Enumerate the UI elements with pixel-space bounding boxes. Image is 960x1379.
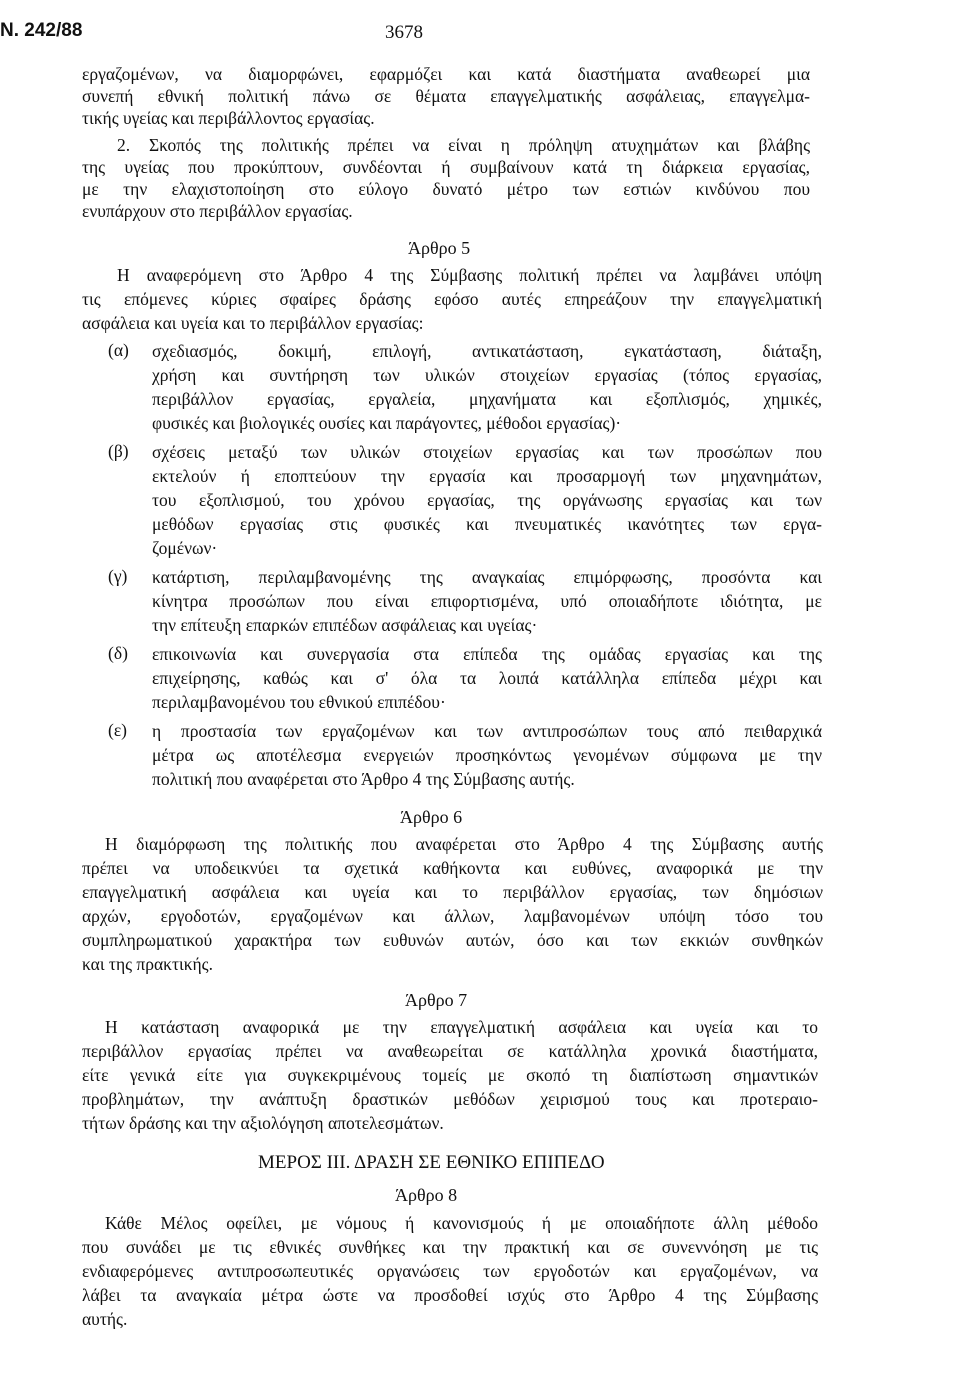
item-a-line: φυσικές και βιολογικές ουσίες και παράγοντες, μέθοδοι εργασίας)· [152, 413, 622, 433]
item-c-line: κίνητρα προσώπων που είναι επιφορτισμένα, υπό οποιαδήποτε ιδιότητα, με [152, 591, 822, 611]
item-c-line: την επίτευξη επαρκών επιπέδων ασφάλειας και υγείας· [152, 615, 538, 635]
article5-intro-line: Η αναφερόμενη στο Άρθρο 4 της Σύμβασης πολιτική πρέπει να λαμβάνει υπόψη [117, 265, 822, 285]
item-d-line: περιλαμβανομένου του εθνικού επιπέδου· [152, 692, 446, 712]
article7-line: περιβάλλον εργασίας πρέπει να αναθεωρείται σε κατάλληλα χρονικά διαστήματα, [82, 1041, 818, 1061]
item-b-line: ζομένων· [152, 538, 218, 558]
item-c-line: κατάρτιση, περιλαμβανομένης της αναγκαίας επιμόρφωσης, προσόντα και [152, 567, 822, 587]
para2-line: με την ελαχιστοποίηση στο εύλογο δυνατό μέτρο των εστιών κινδύνου που [82, 179, 810, 199]
item-a-line: χρήση και συντήρηση των υλικών στοιχείων εργασίας (τόπος εργασίας, [152, 365, 822, 385]
article7-line: Η κατάσταση αναφορικά με την επαγγελματική ασφάλεια και υγεία και το [105, 1017, 818, 1037]
item-e-line: πολιτική που αναφέρεται στο Άρθρο 4 της Σύμβασης αυτής. [152, 769, 575, 789]
item-d-line: επικοινωνία και συνεργασία στα επίπεδα της ομάδας εργασίας και της [152, 644, 822, 664]
item-b-line: σχέσεις μεταξύ των υλικών στοιχείων εργασίας και των προσώπων που [152, 442, 822, 462]
article8-line: αυτής. [82, 1309, 128, 1329]
item-b-line: του εξοπλισμού, του χρόνου εργασίας, της οργάνωσης εργασίας και των [152, 490, 822, 510]
article6-line: και της πρακτικής. [82, 954, 213, 974]
article6-line: Η διαμόρφωση της πολιτικής που αναφέρεται στο Άρθρο 4 της Σύμβασης αυτής [105, 834, 823, 854]
article7-line: προβλημάτων, την ανάπτυξη δραστικών μεθόδων χειρισμού τους και προτεραιο- [82, 1089, 818, 1109]
gazette-issue: Ν. 242/88 [0, 20, 83, 41]
article8-line: λάβει τα αναγκαία μέτρα ώστε να προσδοθεί ισχύς στο Άρθρο 4 της Σύμβασης [82, 1285, 818, 1305]
article5-intro-line: ασφάλεια και υγεία και το περιβάλλον εργασίας: [82, 313, 424, 333]
item-b-line: μεθόδων εργασίας στις φυσικές και πνευματικές ικανότητες των εργα- [152, 514, 822, 534]
item-b-line: εκτελούν ή εποπτεύουν την εργασία και προσαρμογή των μηχανημάτων, [152, 466, 822, 486]
list-marker-d: (δ) [108, 643, 128, 663]
article-7-heading: Άρθρο 7 [405, 990, 468, 1010]
para2-line: 2. Σκοπός της πολιτικής πρέπει να είναι η πρόληψη ατυχημάτων και βλάβης [117, 135, 810, 155]
list-marker-a: (α) [108, 340, 129, 360]
item-e-line: μέτρα ως αποτέλεσμα ενεργειών προσηκόντως γενομένων σύμφωνα με την [152, 745, 822, 765]
article6-line: επαγγελματική ασφάλεια και υγεία και το περιβάλλον εργασίας, των δημόσιων [82, 882, 823, 902]
article8-line: Κάθε Μέλος οφείλει, με νόμους ή κανονισμούς ή με οποιαδήποτε άλλη μέθοδο [105, 1213, 818, 1233]
page-number: 3678 [385, 22, 423, 43]
article6-line: πρέπει να υποδεικνύει τα σχετικά καθήκοντα και ευθύνες, αναφορικά με την [82, 858, 823, 878]
intro-line: τικής υγείας και περιβάλλοντος εργασίας. [82, 108, 375, 128]
article8-line: ενδιαφερόμενες αντιπροσωπευτικές οργανώσεις των εργοδοτών και εργαζομένων, να [82, 1261, 818, 1281]
article7-line: τήτων δράσης και την αξιολόγηση αποτελεσμάτων. [82, 1113, 444, 1133]
part-3-title: ΜΕΡΟΣ ΙΙΙ. ΔΡΑΣΗ ΣΕ ΕΘΝΙΚΟ ΕΠΙΠΕΔΟ [258, 1152, 605, 1173]
article-5-heading: Άρθρο 5 [408, 238, 471, 258]
article6-line: αρχών, εργοδοτών, εργαζομένων και άλλων, λαμβανομένων υπόψη τόσο του [82, 906, 823, 926]
item-a-line: περιβάλλον εργασίας, εργαλεία, μηχανήματα και εξοπλισμός, χημικές, [152, 389, 822, 409]
item-d-line: επιχείρησης, καθώς και σ' όλα τα λοιπά κατάλληλα επίπεδα μέχρι και [152, 668, 822, 688]
intro-line: εργαζομένων, να διαμορφώνει, εφαρμόζει και κατά διαστήματα αναθεωρεί μια [82, 64, 810, 84]
article-8-heading: Άρθρο 8 [395, 1185, 458, 1205]
article7-line: είτε γενικά είτε για συγκεκριμένους τομείς με σκοπό τη διαπίστωση σημαντικών [82, 1065, 818, 1085]
article-6-heading: Άρθρο 6 [400, 807, 463, 827]
item-a-line: σχεδιασμός, δοκιμή, επιλογή, αντικατάσταση, εγκατάσταση, διάταξη, [152, 341, 822, 361]
list-marker-b: (β) [108, 441, 129, 461]
para2-line: της υγείας που προκύπτουν, συνδέονται ή συμβαίνουν κατά τη διάρκεια εργασίας, [82, 157, 810, 177]
item-e-line: η προστασία των εργαζομένων και των αντιπροσώπων τους από πειθαρχικά [152, 721, 822, 741]
page-header [0, 10, 960, 50]
para2-line: ενυπάρχουν στο περιβάλλον εργασίας. [82, 201, 353, 221]
article5-intro-line: τις επόμενες κύριες σφαίρες δράσης εφόσο αυτές επηρεάζουν την επαγγελματική [82, 289, 822, 309]
intro-line: συνεπή εθνική πολιτική πάνω σε θέματα επαγγελματικής ασφάλειας, επαγγελμα- [82, 86, 810, 106]
article8-line: που συνάδει με τις εθνικές συνθήκες και την πρακτική και σε συνεννόηση με τις [82, 1237, 818, 1257]
list-marker-e: (ε) [108, 720, 128, 740]
article6-line: συμπληρωματικού χαρακτήρα των ευθυνών αυτών, όσο και των εκκιών συνθηκών [82, 930, 823, 950]
list-marker-c: (γ) [108, 566, 128, 586]
